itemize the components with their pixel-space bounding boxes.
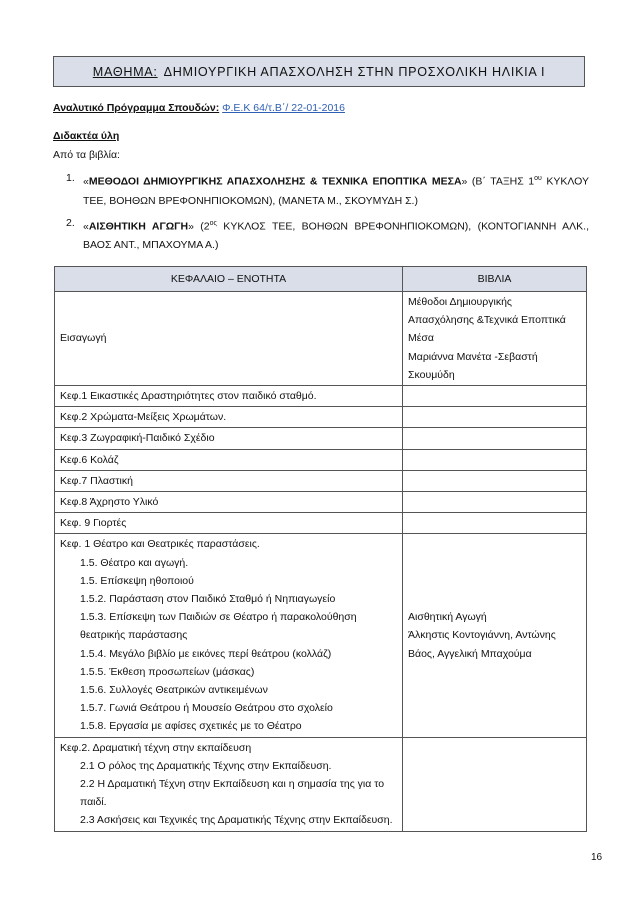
table-row xyxy=(55,513,587,534)
book-line: Μέθοδοι Δημιουργικής xyxy=(408,296,512,308)
section-line-wrap: θεατρικής παράστασης xyxy=(80,629,188,642)
table-row xyxy=(55,534,587,737)
books-cell xyxy=(403,513,587,534)
books-cell xyxy=(403,428,587,449)
course-title-box xyxy=(53,56,585,87)
book-line: Σκουμύδη xyxy=(408,368,455,381)
course-title: ΔΗΜΙΟΥΡΓΙΚΗ ΑΠΑΣΧΟΛΗΣΗ ΣΤΗΝ ΠΡΟΣΧΟΛΙΚΗ ΗΛΙΚΙΑ Ι xyxy=(163,64,546,79)
header-books: ΒΙΒΛΙΑ xyxy=(403,267,587,292)
book-grade: » (2 xyxy=(188,220,210,232)
book-details: ΚΥΚΛΟΥ ΤΕΕ, ΒΟΗΘΩΝ ΒΡΕΦΟΝΗΠΙΟΚΟΜΩΝ), (ΜΑΝΕΤΑ Μ., ΣΚΟΥΜΥΔΗ Σ.) xyxy=(83,175,589,207)
book-line: Άλκηστις Κοντογιάννη, Αντώνης xyxy=(408,629,556,642)
curriculum-label: Αναλυτικό Πρόγραμμα Σπουδών: xyxy=(53,102,220,114)
book-number: 1. xyxy=(66,172,75,184)
course-label: ΜΑΘΗΜΑ: xyxy=(92,64,158,79)
chapter-cell: Κεφ. 9 Γιορτές xyxy=(55,513,403,534)
books-cell xyxy=(403,492,587,513)
table-header-row xyxy=(55,267,587,292)
book-line: Μέσα xyxy=(408,332,434,345)
section-line: 1.5.7. Γωνιά Θεάτρου ή Μουσείο Θεάτρου στο σχολείο xyxy=(80,702,333,715)
table-row xyxy=(55,428,587,449)
book-line: Αισθητική Αγωγή xyxy=(408,611,487,624)
table-row xyxy=(55,386,587,407)
section-line: 1.5. Θέατρο και αγωγή. xyxy=(80,556,189,569)
book-sup: ος xyxy=(209,219,217,227)
books-cell xyxy=(403,470,587,491)
material-intro: Από τα βιβλία: xyxy=(53,149,120,161)
book-line: Βάος, Αγγελική Μπαχούμα xyxy=(408,647,532,660)
section-line: 1.5.6. Συλλογές Θεατρικών αντικειμένων xyxy=(80,684,268,697)
book-sup: ου xyxy=(534,175,542,182)
chapter-cell: Εισαγωγή xyxy=(55,292,403,386)
table-row xyxy=(55,470,587,491)
books-cell xyxy=(403,737,587,831)
book-item xyxy=(53,169,589,211)
books-cell xyxy=(403,386,587,407)
section-line: 2.2 Η Δραματική Τέχνη στην Εκπαίδευση και η σημασία της για το xyxy=(80,778,385,791)
chapter-cell: Κεφ.6 Κολάζ xyxy=(55,449,403,470)
books-cell xyxy=(403,449,587,470)
book-number: 2. xyxy=(66,216,75,229)
book-title: ΜΕΘΟΔΟΙ ΔΗΜΙΟΥΡΓΙΚΗΣ ΑΠΑΣΧΟΛΗΣΗΣ & ΤΕΧΝΙΚΑ ΕΠΟΠΤΙΚΑ ΜΕΣΑ xyxy=(88,175,462,188)
book-grade: » (Β΄ ΤΑΞΗΣ 1 xyxy=(461,175,535,188)
chapter-cell: Κεφ.2 Χρώματα-Μείξεις Χρωμάτων. xyxy=(55,407,403,428)
book-line: Μαριάννα Μανέτα -Σεβαστή xyxy=(408,350,538,363)
chapter-cell xyxy=(55,737,403,831)
section-line-wrap: παιδί. xyxy=(80,796,107,809)
chapter-heading: Κεφ. 1 Θέατρο και Θεατρικές παραστάσεις. xyxy=(60,538,260,551)
section-line: 1.5.5. Έκθεση προσωπείων (μάσκας) xyxy=(80,665,255,678)
chapter-cell: Κεφ.3 Ζωγραφική-Παιδικό Σχέδιο xyxy=(55,428,403,449)
section-line: 1.5.3. Επίσκεψη των Παιδιών σε Θέατρο ή παρακολούθηση xyxy=(80,611,357,624)
table-row xyxy=(55,292,587,386)
book-item xyxy=(53,214,589,256)
quote-open: « xyxy=(83,220,89,232)
book-details: ΚΥΚΛΟΣ ΤΕΕ, ΒΟΗΘΩΝ ΒΡΕΦΟΝΗΠΙΟΚΟΜΩΝ), (ΚΟΝΤΟΓΙΑΝΝΗ ΑΛΚ., ΒΑΟΣ ΑΝΤ., ΜΠΑΧΟΥΜΑ Α.) xyxy=(83,220,590,251)
section-line: 1.5. Επίσκεψη ηθοποιού xyxy=(80,574,194,587)
chapter-cell: Κεφ.1 Εικαστικές Δραστηριότητες στον παιδικό σταθμό. xyxy=(55,386,403,407)
books-cell xyxy=(403,534,587,737)
books-cell xyxy=(403,407,587,428)
book-list xyxy=(53,169,589,258)
chapters-table xyxy=(54,266,587,832)
section-line: 2.3 Ασκήσεις και Τεχνικές της Δραματικής Τέχνης στην Εκπαίδευση. xyxy=(80,814,393,827)
quote-open: « xyxy=(83,175,89,188)
table-row xyxy=(55,449,587,470)
table-row xyxy=(55,492,587,513)
curriculum-link[interactable]: Φ.Ε.Κ 64/τ.Β΄/ 22-01-2016 xyxy=(222,102,345,114)
section-line: 1.5.2. Παράσταση στον Παιδικό Σταθμό ή Νηπιαγωγείο xyxy=(80,593,336,606)
section-line: 2.1 Ο ρόλος της Δραματικής Τέχνης στην Εκπαίδευση. xyxy=(80,759,332,772)
chapter-cell: Κεφ.7 Πλαστική xyxy=(55,470,403,491)
section-line: 1.5.8. Εργασία με αφίσες σχετικές με το Θέατρο xyxy=(80,720,302,733)
table-row xyxy=(55,407,587,428)
chapter-heading: Κεφ.2. Δραματική τέχνη στην εκπαίδευση xyxy=(60,741,252,754)
book-line: Απασχόλησης &Τεχνικά Εποπτικά xyxy=(408,314,566,327)
books-cell xyxy=(403,292,587,386)
page-number: 16 xyxy=(591,852,603,863)
chapter-cell: Κεφ.8 Άχρηστο Υλικό xyxy=(55,492,403,513)
header-chapter: ΚΕΦΑΛΑΙΟ – ΕΝΟΤΗΤΑ xyxy=(55,267,403,292)
section-line: 1.5.4. Μεγάλο βιβλίο με εικόνες περί θεάτρου (κολλάζ) xyxy=(80,647,332,660)
chapter-cell xyxy=(55,534,403,737)
book-title: ΑΙΣΘΗΤΙΚΗ ΑΓΩΓΗ xyxy=(88,220,189,232)
material-heading: Διδακτέα ύλη xyxy=(53,130,120,142)
curriculum-line xyxy=(53,102,345,114)
table-row xyxy=(55,737,587,831)
